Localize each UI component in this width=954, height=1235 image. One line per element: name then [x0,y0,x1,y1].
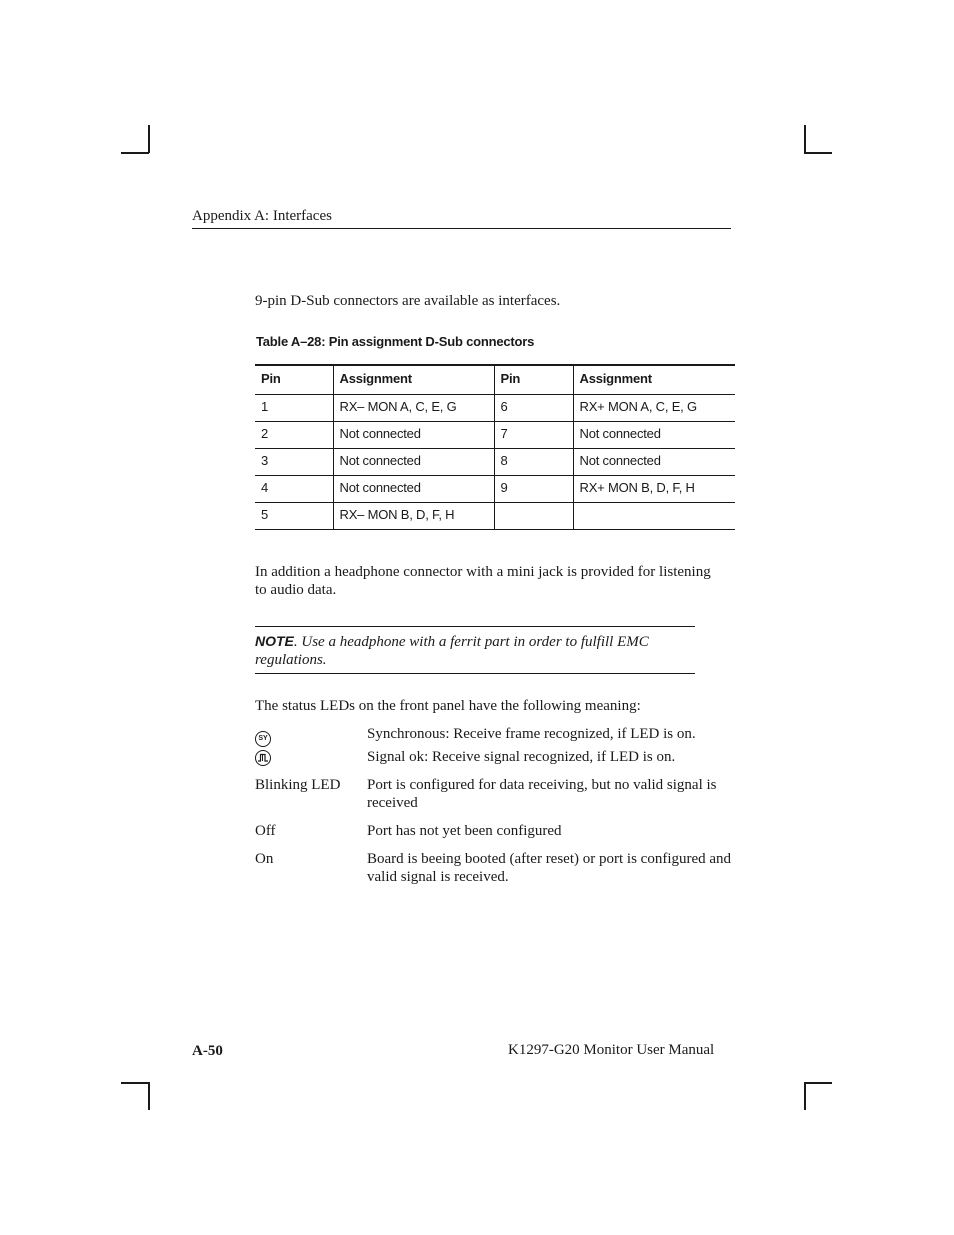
led-description: Port is configured for data receiving, but no valid signal is received [367,777,717,811]
column-header: Assignment [333,365,494,395]
table-cell: Not connected [333,422,494,449]
table-cell: 3 [255,449,333,476]
table-cell: RX– MON A, C, E, G [333,395,494,422]
table-cell: Not connected [333,476,494,503]
table-cell: 9 [494,476,573,503]
table-cell: 5 [255,503,333,530]
table-row [255,422,735,449]
crop-mark [804,1082,832,1084]
table-cell: 7 [494,422,573,449]
table-cell: 6 [494,395,573,422]
status-intro: The status LEDs on the front panel have the following meaning: [255,698,641,714]
note-rule-top [255,626,695,627]
led-term: Blinking LED [255,777,341,793]
column-header: Pin [255,365,333,395]
table-cell [494,503,573,530]
crop-mark [804,152,832,154]
led-term: Off [255,823,276,839]
table-cell [573,503,735,530]
led-description: Synchronous: Receive frame recognized, if LED is on. [367,726,696,742]
crop-mark [804,125,806,153]
header-rule [192,228,731,229]
crop-mark [804,1082,806,1110]
note-box [255,632,695,669]
note-text: . Use a headphone with a ferrit part in order to fulfill EMC regulations. [255,634,649,668]
crop-mark [148,1082,150,1110]
table-cell: RX+ MON B, D, F, H [573,476,735,503]
table-cell: 4 [255,476,333,503]
note-label: NOTE [255,633,294,649]
table-row [255,449,735,476]
table-cell: Not connected [573,449,735,476]
crop-mark [121,152,149,154]
intro-paragraph: 9-pin D-Sub connectors are available as interfaces. [255,293,561,309]
manual-title: K1297-G20 Monitor User Manual [508,1042,715,1058]
crop-mark [148,125,150,153]
table-row [255,395,735,422]
table-cell: 2 [255,422,333,449]
signal-ok-icon [255,750,271,766]
running-header: Appendix A: Interfaces [192,208,332,224]
note-rule-bottom [255,673,695,674]
pin-assignment-table [255,364,735,530]
table-cell: Not connected [573,422,735,449]
led-term: On [255,851,274,867]
led-description: Signal ok: Receive signal recognized, if LED is on. [367,749,676,765]
table-row [255,476,735,503]
column-header: Assignment [573,365,735,395]
table-cell: RX+ MON A, C, E, G [573,395,735,422]
led-description: Board is beeing booted (after reset) or port is configured and valid signal is received. [367,851,732,885]
column-header: Pin [494,365,573,395]
table-caption: Table A–28: Pin assignment D-Sub connectors [256,334,535,349]
table-row [255,503,735,530]
crop-mark [121,1082,149,1084]
table-cell: RX– MON B, D, F, H [333,503,494,530]
table-cell: 1 [255,395,333,422]
table-cell: 8 [494,449,573,476]
page-number: A-50 [192,1043,223,1059]
table-header-row [255,365,735,395]
led-description: Port has not yet been configured [367,823,562,839]
table-cell: Not connected [333,449,494,476]
sy-icon: SY [255,731,271,747]
headphone-paragraph: In addition a headphone connector with a mini jack is provided for listening to audio data. [255,564,711,598]
